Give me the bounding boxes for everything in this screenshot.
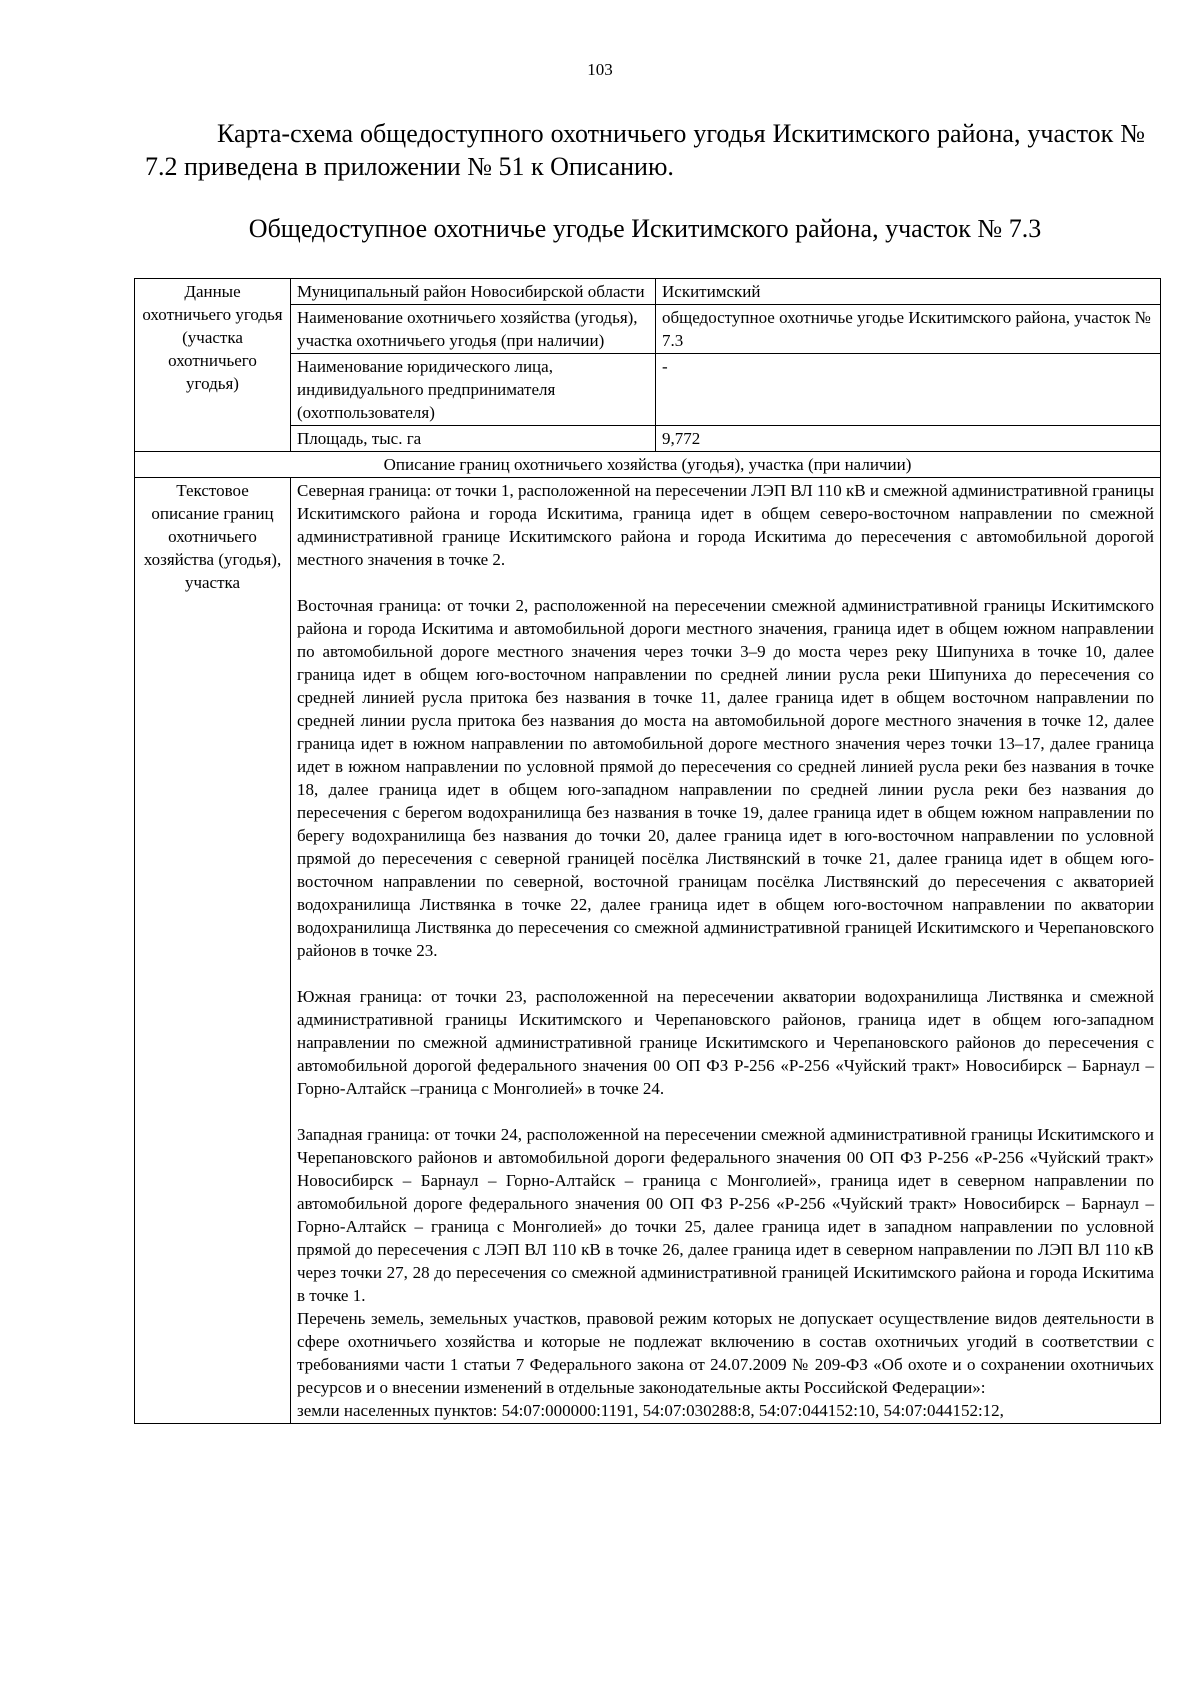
hunting-ground-table	[134, 278, 1161, 1424]
west-boundary: Западная граница: от точки 24, расположенной на пересечении смежной административной границы Искитимского и Черепановского районов и автомобильной дороги федерального значения 00 ОП ФЗ Р-256 «Р-256 «Чуйский тракт» Новосибирск – Барнаул – Горно-Алтайск – граница с Монголией», граница идет в северном направлении по автомобильной дороге федерального значения 00 ОП ФЗ Р-256 «Р-256 «Чуйский тракт» Новосибирск – Барнаул – Горно-Алтайск – граница с Монголией» до точки 25, далее граница идет в западном направлении по условной прямой до пересечения с ЛЭП ВЛ 110 кВ в точке 26, далее граница идет в северном направлении по ЛЭП ВЛ 110 кВ через точки 27, 28 до пересечения со смежной административной границей Искитимского района и города Искитима в точке 1.	[297, 1125, 1154, 1305]
settlements-lands: земли населенных пунктов: 54:07:000000:1191, 54:07:030288:8, 54:07:044152:10, 54:07:044152:12,	[297, 1401, 1004, 1420]
row-value: 9,772	[656, 426, 1161, 452]
row-label: Площадь, тыс. га	[291, 426, 656, 452]
row-label: Наименование юридического лица, индивидуального предпринимателя (охотпользователя)	[291, 354, 656, 426]
row-value: общедоступное охотничье угодье Искитимского района, участок № 7.3	[656, 305, 1161, 354]
intro-paragraph: Карта-схема общедоступного охотничьего угодья Искитимского района, участок № 7.2 приведена в приложении № 51 к Описанию.	[145, 119, 1145, 181]
exclusions-paragraph: Перечень земель, земельных участков, правовой режим которых не допускает осуществление видов деятельности в сфере охотничьего хозяйства и которые не подлежат включению в состав охотничьих угодий в соответствии с требованиями части 1 статьи 7 Федерального закона от 24.07.2009 № 209-ФЗ «Об охоте и о сохранении охотничьих ресурсов и о внесении изменений в отдельные законодательные акты Российской Федерации»:	[297, 1309, 1154, 1397]
north-boundary: Северная граница: от точки 1, расположенной на пересечении ЛЭП ВЛ 110 кВ и смежной административной границы Искитимского района и города Искитима, граница идет в общем северо-восточном направлении по смежной административной границе Искитимского района и города Искитима до пересечения с автомобильной дорогой местного значения в точке 2.	[297, 481, 1155, 569]
table-row	[135, 279, 1161, 305]
row-value: Искитимский	[656, 279, 1161, 305]
row-label: Муниципальный район Новосибирской области	[291, 279, 656, 305]
row-value: -	[656, 354, 1161, 426]
page-number: 103	[587, 60, 613, 79]
table-row	[135, 478, 1161, 1424]
table-row	[135, 452, 1161, 478]
row-label: Наименование охотничьего хозяйства (угодья), участка охотничьего угодья (при наличии)	[291, 305, 656, 354]
data-label-cell: Данные охотничьего угодья (участка охотничьего угодья)	[135, 279, 291, 452]
east-boundary: Восточная граница: от точки 2, расположенной на пересечении смежной административной границы Искитимского района и города Искитима и автомобильной дороги местного значения, граница идет в общем южном направлении по автомобильной дороге местного значения через точки 3–9 до моста через реку Шипуниха в точке 10, далее граница идет в общем юго-восточном направлении по средней линии русла реки Шипуниха до пересечения со средней линией русла притока без названия в точке 11, далее граница идет в общем восточном направлении по средней линии русла притока без названия до моста на автомобильной дороге местного значения в точке 12, далее граница идет в южном направлении по автомобильной дороге местного значения через точки 13–17, далее граница идет в южном направлении по условной прямой до пересечения со средней линией русла реки без названия в точке 18, далее граница идет в общем юго-западном направлении по средней линии русла реки без названия до пересечения с берегом водохранилища без названия в точке 19, далее граница идет в общем южном направлении по берегу водохранилища без названия до точки 20, далее граница идет в юго-восточном направлении по условной прямой до пересечения с северной границей посёлка Листвянский в точке 21, далее граница идет в общем юго-восточном направлении по северной, восточной границам посёлка Листвянский до пересечения с акваторией водохранилища Листвянка в точке 22, далее граница идет в общем юго-восточном направлении по акватории водохранилища Листвянка до пересечения со смежной административной границей Искитимского и Черепановского районов в точке 23.	[297, 596, 1154, 960]
text-description-label: Текстовое описание границ охотничьего хозяйства (угодья), участка	[135, 478, 291, 1424]
section-heading: Общедоступное охотничье угодье Искитимского района, участок № 7.3	[248, 214, 1042, 243]
boundaries-header: Описание границ охотничьего хозяйства (угодья), участка (при наличии)	[135, 452, 1161, 478]
south-boundary: Южная граница: от точки 23, расположенной на пересечении акватории водохранилища Листвянка и смежной административной границы Искитимского и Черепановского районов, граница идет в общем юго-западном направлении по смежной административной границе Искитимского и Черепановского районов до пересечения с автомобильной дорогой федерального значения 00 ОП ФЗ Р-256 «Р-256 «Чуйский тракт» Новосибирск – Барнаул – Горно-Алтайск –граница с Монголией» в точке 24.	[297, 987, 1154, 1098]
boundary-description	[291, 478, 1161, 1424]
